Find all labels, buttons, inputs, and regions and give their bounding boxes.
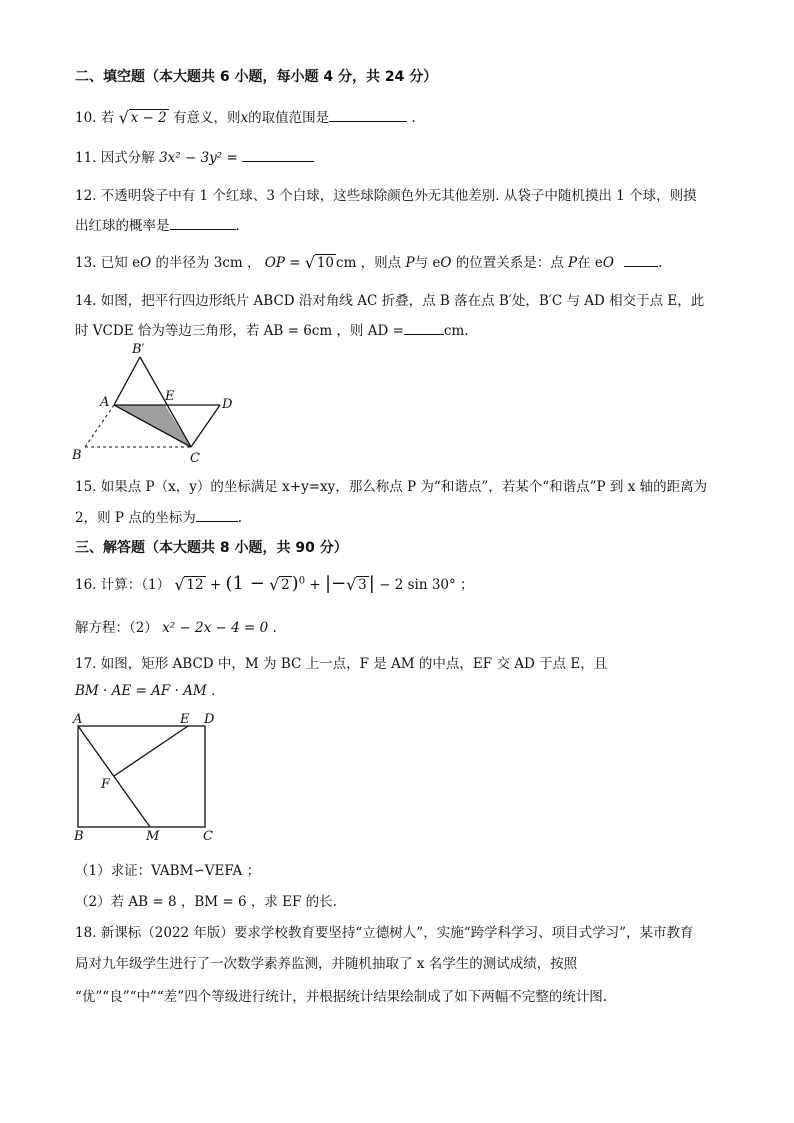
q10-radicand: x − 2: [130, 110, 167, 126]
question-11: [75, 146, 314, 166]
question-10: [75, 106, 416, 126]
section-2-title: 二、填空题（本大题共 6 小题，每小题 4 分，共 24 分）: [75, 69, 438, 85]
question-18-line-2: 局对九年级学生进行了一次数学素养监测，并随机抽取了 x 名学生的测试成绩，按照: [75, 956, 578, 972]
q16-paren-close: ): [291, 573, 299, 594]
q17-line-am: [78, 726, 150, 827]
question-16-part-2: [75, 616, 277, 636]
q17-label-f: F: [101, 777, 111, 792]
section-3-title: 三、解答题（本大题共 8 小题，共 90 分）: [75, 540, 348, 556]
q16-paren-open: (1 −: [225, 573, 265, 594]
q14-line-bpa: [114, 357, 140, 405]
q16-exponent: 0: [298, 575, 306, 587]
question-17-line-1: 17. 如图，矩形 ABCD 中，M 为 BC 上一点，F 是 AM 的中点，EF 交 AD 于点 E，且: [75, 656, 608, 672]
q13-text-d: 与 e: [414, 255, 441, 271]
q16-intro: 16. 计算：（1）: [75, 577, 171, 593]
q16-sqrt-3: √ 3: [346, 575, 367, 594]
q17-label-e: E: [180, 712, 190, 727]
question-17-part-2: （2）若 AB = 8 ，BM = 6 ，求 EF 的长.: [75, 894, 337, 910]
q16-sqrt-2: √ 2: [269, 575, 290, 594]
q14-label-b: B: [72, 448, 82, 463]
q13-sqrt: √ 10: [304, 253, 335, 272]
q10-number: 10.: [75, 110, 97, 126]
question-14-line-2: [75, 319, 469, 339]
q16-rest: − 2 sin 30° ；: [379, 577, 474, 593]
q13-circle-o-2: O: [440, 255, 452, 271]
q10-text-c: 的取值范围是: [248, 110, 330, 126]
q17-label-b: B: [74, 829, 84, 844]
q10-answer-blank[interactable]: [329, 109, 407, 122]
q16-plus-1: +: [209, 577, 222, 593]
q13-text-e: 的位置关系是：点: [455, 255, 564, 271]
q13-number: 13.: [75, 255, 97, 271]
q16-radicand-12: 12: [186, 577, 204, 593]
q17-line-ef: [114, 726, 188, 776]
q16-radicand-3: 3: [358, 577, 367, 593]
q10-text-a: 若: [100, 110, 115, 126]
q13-circle-o-1: O: [140, 255, 152, 271]
q15-end: .: [237, 510, 243, 526]
q15-answer-blank[interactable]: [196, 509, 238, 522]
question-15-line-2: [75, 506, 242, 526]
q13-point-p-2: P: [568, 255, 578, 271]
q15-text: 2，则 P 点的坐标为: [75, 510, 196, 526]
question-18-line-3: “优”“良”“中”“差”四个等级进行统计，并根据统计结果绘制成了如下两幅不完整的统计图.: [75, 989, 608, 1005]
question-17-part-1: （1）求证：VABM∽VEFA ；: [75, 863, 261, 879]
q17-label-c: C: [203, 829, 213, 844]
q11-number: 11.: [75, 150, 97, 166]
q12-end: .: [235, 218, 240, 234]
q14-label-e: E: [165, 389, 175, 404]
q16-equation: x² − 2x − 4 = 0 .: [162, 620, 277, 636]
q13-circle-o-3: O: [602, 255, 614, 271]
q13-point-p-1: P: [405, 255, 415, 271]
q16-radicand-2: 2: [281, 577, 290, 593]
q13-end: .: [658, 255, 663, 271]
q14-dashed-ab: [85, 405, 114, 447]
question-14-line-1: 14. 如图，把平行四边形纸片 ABCD 沿对角线 AC 折叠，点 B 落在点 B′处，B′C 与 AD 相交于点 E，此: [75, 293, 705, 309]
question-16-part-1: [75, 573, 474, 594]
q11-text: 因式分解: [100, 150, 155, 166]
q14-figure: [60, 338, 260, 466]
question-18-line-1: 18. 新课标（2022 年版）要求学校教育要坚持“立德树人”，实施“跨学科学习、项目式学习”，某市教育: [75, 925, 694, 941]
question-12-line-1: 12. 不透明袋子中有 1 个红球、3 个白球，这些球除颜色外无其他差别. 从袋子中随机摸出 1 个球，则摸: [75, 188, 697, 204]
question-12-line-2: [75, 214, 240, 234]
q16-abs-open: |−: [324, 573, 347, 594]
q14-unit: cm.: [443, 323, 469, 339]
q13-text-b: 的半径为 3cm ，: [155, 255, 261, 271]
q14-text: 时 VCDE 恰为等边三角形，若 AB = 6cm ，则 AD =: [75, 323, 404, 339]
q17-label-m: M: [146, 829, 160, 844]
q13-text-a: 已知 e: [100, 255, 141, 271]
q14-answer-blank[interactable]: [404, 322, 444, 335]
q13-op: OP =: [264, 255, 301, 271]
q10-text-b: 有意义，则: [172, 110, 241, 126]
q14-label-bprime: B′: [132, 342, 145, 357]
q10-end: .: [411, 110, 416, 126]
q16-sqrt-12: √ 12: [174, 575, 204, 594]
q14-label-c: C: [190, 451, 200, 466]
q10-sqrt: √ x − 2: [118, 108, 167, 127]
q14-line-dc: [191, 405, 220, 447]
q12-answer-blank[interactable]: [170, 217, 236, 230]
q12-text: 出红球的概率是: [75, 218, 170, 234]
q10-var: x: [240, 110, 249, 126]
q17-label-a: A: [73, 712, 83, 727]
q13-radicand: 10: [316, 255, 335, 271]
q16-plus-2: +: [309, 577, 321, 593]
q11-expression: 3x² − 3y² =: [159, 150, 238, 166]
q16-abs-close: |: [368, 573, 375, 594]
q13-text-c: cm ，则点: [336, 255, 402, 271]
q14-label-d: D: [222, 397, 233, 412]
question-15-line-1: 15. 如果点 P（x，y）的坐标满足 x+y=xy，那么称点 P 为“和谐点”，若某个“和谐点”P 到 x 轴的距离为: [75, 479, 708, 495]
q14-label-a: A: [100, 395, 110, 410]
q17-label-d: D: [204, 712, 215, 727]
q16-part2-label: 解方程：（2）: [75, 620, 158, 636]
q17-figure: [66, 708, 226, 846]
question-17-line-2: BM · AE = AF · AM .: [75, 683, 216, 699]
q17-rectangle-abcd: [78, 726, 205, 827]
question-13: [75, 251, 663, 271]
q13-text-f: 在 e: [577, 255, 603, 271]
q13-answer-blank[interactable]: [624, 254, 658, 267]
q11-answer-blank[interactable]: [242, 149, 314, 162]
